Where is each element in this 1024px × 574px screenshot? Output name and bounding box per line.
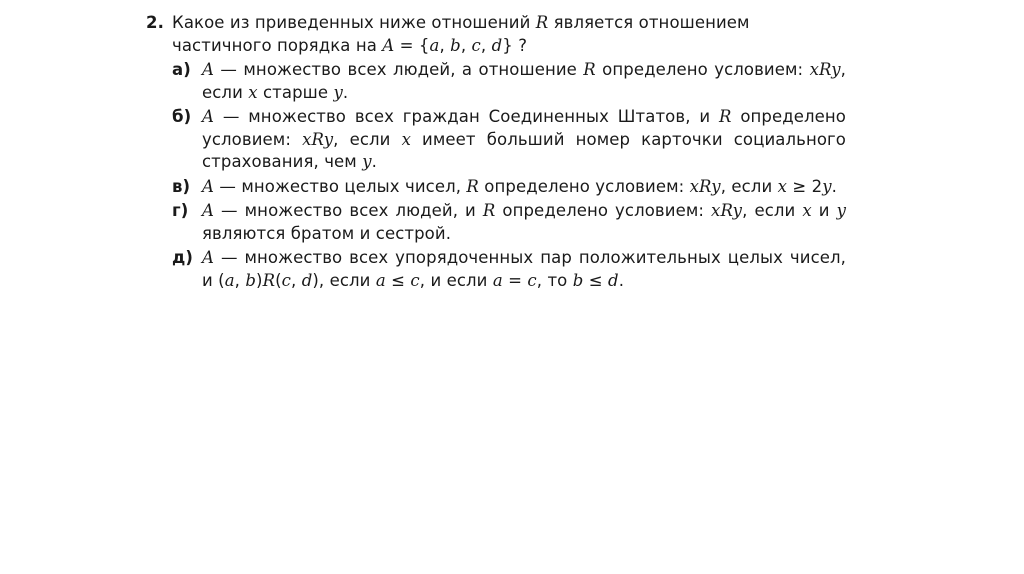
option-a <box>146 59 846 104</box>
option-label: б) <box>172 107 192 126</box>
option-text: A — множество всех граждан Соединенных Штатов, и R определено условием: xRy, если x имеет больший номер карточки социального страхования, чем y. <box>202 107 846 171</box>
option-text: A — множество всех людей, и R определено условием: xRy, если x и y являются братом и сестрой. <box>202 201 847 243</box>
option-b <box>146 106 846 174</box>
option-label: г) <box>172 201 189 220</box>
answer-options <box>146 59 846 292</box>
option-d <box>146 200 846 245</box>
question-number: 2. <box>146 13 164 32</box>
option-text: A — множество всех упорядоченных пар положительных целых чисел, и (a, b)R(c, d), если a ≤ c, и если a = c, то b ≤ d. <box>202 248 846 290</box>
question-text: Какое из приведенных ниже отношений R является отношением частичного порядка на A = {a, b, c, d} ? <box>172 13 750 55</box>
option-text: A — множество целых чисел, R определено условием: xRy, если x ≥ 2y. <box>202 176 838 196</box>
option-text: A — множество всех людей, а отношение R определено условием: xRy, если x старше y. <box>202 60 846 102</box>
option-label: а) <box>172 60 191 79</box>
option-c <box>146 176 846 199</box>
option-label: д) <box>172 248 194 267</box>
option-e <box>146 247 846 292</box>
option-label: в) <box>172 176 191 196</box>
question-header <box>146 12 846 57</box>
problem-block <box>146 12 846 294</box>
